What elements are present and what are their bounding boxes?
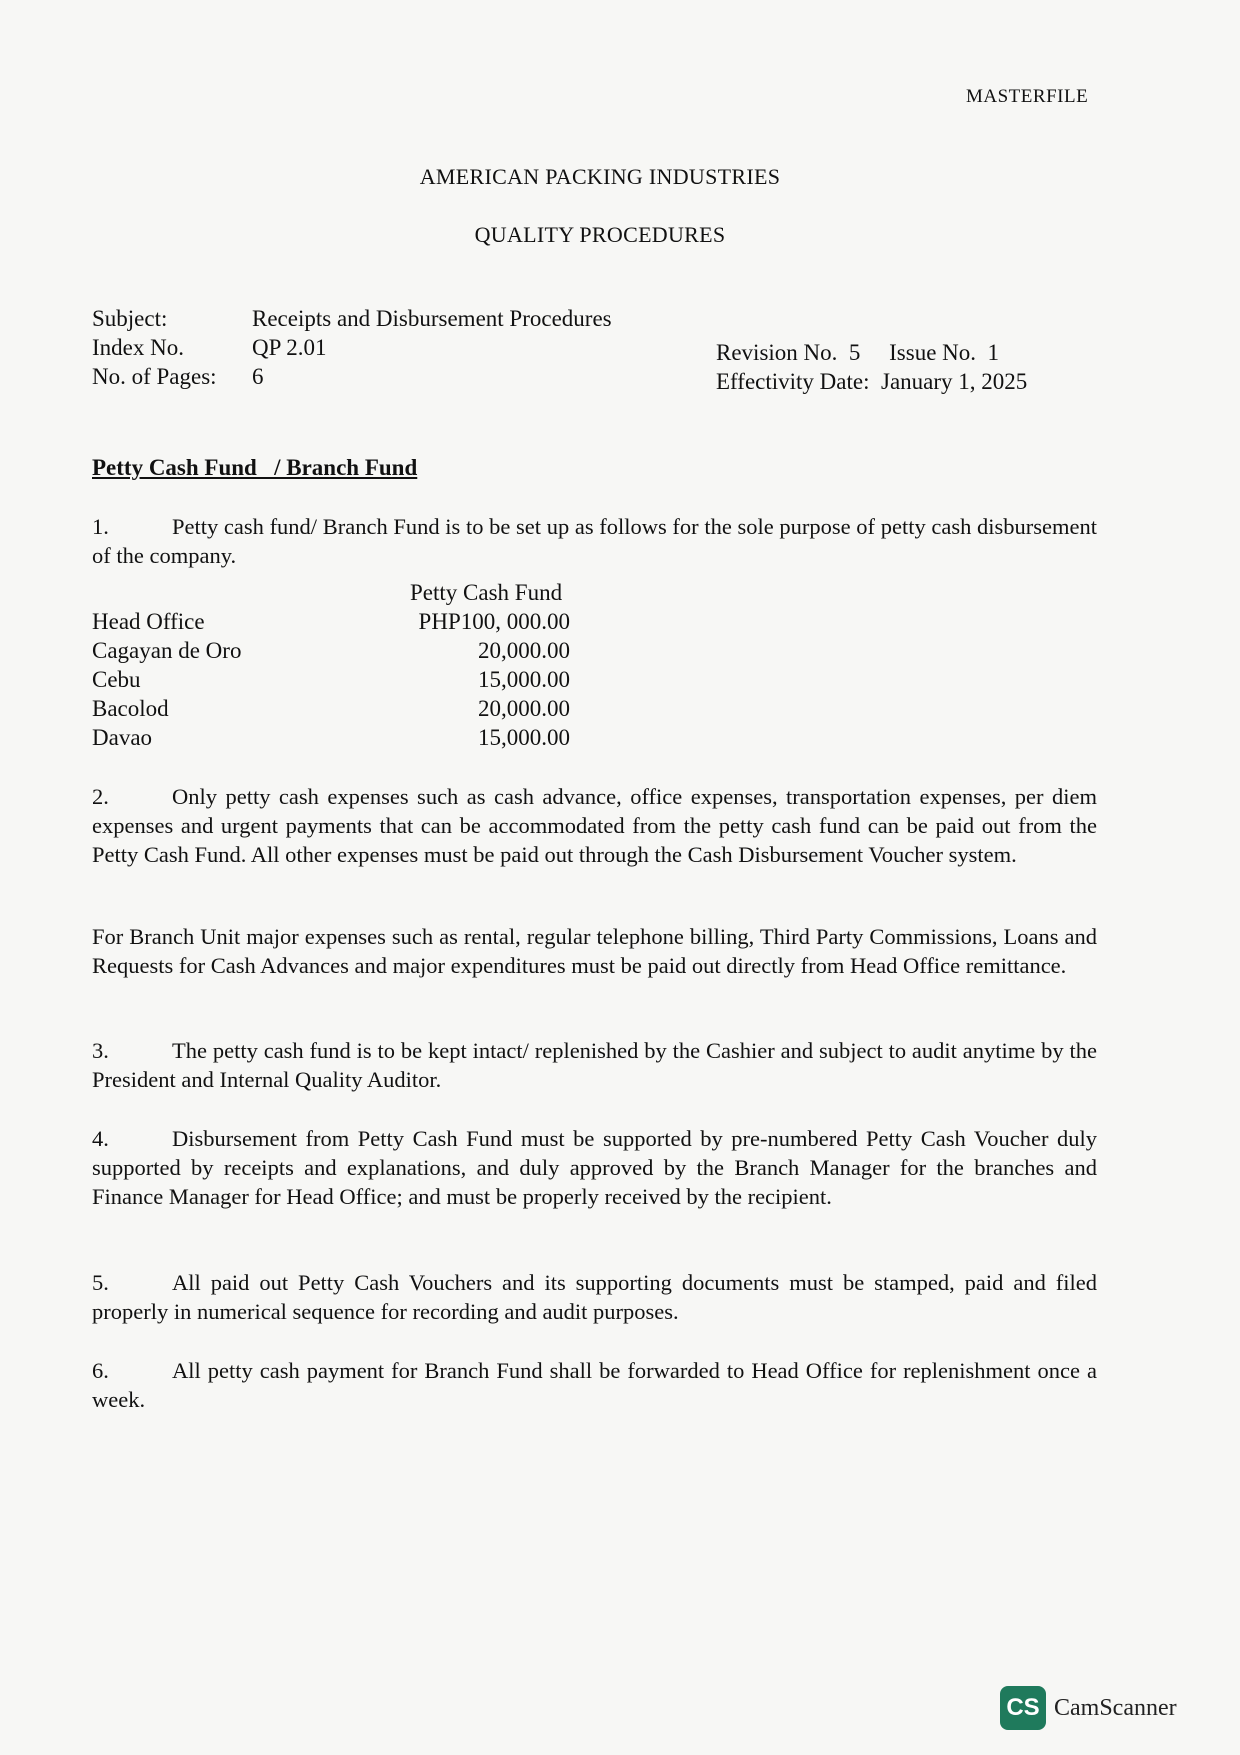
subject-row <box>92 304 612 333</box>
revision-meta <box>716 338 1027 396</box>
procedure-item-2 <box>92 782 1097 869</box>
revision-issue: Revision No. 5 Issue No. 1 <box>716 340 1000 365</box>
procedure-item-3 <box>92 1036 1097 1094</box>
fund-amount: PHP100, 000.00 <box>418 609 570 634</box>
item-text: All paid out Petty Cash Vouchers and its supporting documents must be stamped, paid and filed properly in numerical sequence for recording and audit purposes. <box>92 1270 1097 1324</box>
item-number: 1. <box>92 514 109 539</box>
item-number: 3. <box>92 1038 109 1063</box>
fund-location: Davao <box>92 725 153 750</box>
pages-label: No. of Pages: <box>92 364 217 389</box>
masterfile-label: MASTERFILE <box>966 86 1089 107</box>
item-number: 5. <box>92 1270 109 1295</box>
section-title: Petty Cash Fund / Branch Fund <box>92 455 418 480</box>
fund-location: Cagayan de Oro <box>92 638 242 663</box>
camscanner-label: CamScanner <box>1054 1694 1177 1721</box>
fund-amount: 20,000.00 <box>478 638 570 663</box>
fund-amount: 15,000.00 <box>478 725 570 750</box>
camscanner-logo-icon: CS <box>1000 1686 1046 1730</box>
item-text: For Branch Unit major expenses such as rental, regular telephone billing, Third Party Commissions, Loans and Requests for Cash Advances and major expenditures must be paid out directly from Head Office remittance. <box>92 924 1097 978</box>
item-number: 2. <box>92 784 109 809</box>
index-label: Index No. <box>92 335 184 360</box>
item-text: Disbursement from Petty Cash Fund must be supported by pre-numbered Petty Cash Voucher duly supported by receipts and explanations, and duly approved by the Branch Manager for the branches and Finance Manager for Head Office; and must be properly received by the recipient. <box>92 1126 1097 1209</box>
fund-amount: 15,000.00 <box>478 667 570 692</box>
procedure-item-5 <box>92 1268 1097 1326</box>
item-text: Petty cash fund/ Branch Fund is to be set up as follows for the sole purpose of petty cash disbursement of the company. <box>92 514 1097 568</box>
item-text: All petty cash payment for Branch Fund shall be forwarded to Head Office for replenishment once a week. <box>92 1358 1097 1412</box>
subject-label: Subject: <box>92 306 168 331</box>
item-number: 4. <box>92 1126 109 1151</box>
branch-unit-paragraph <box>92 922 1097 980</box>
fund-location: Cebu <box>92 667 141 692</box>
procedure-item-6 <box>92 1356 1097 1414</box>
item-text: Only petty cash expenses such as cash advance, office expenses, transportation expenses, per diem expenses and urgent payments that can be accommodated from the petty cash fund can be paid out from the Petty Cash Fund. All other expenses must be paid out through the Cash Disbursement Voucher system. <box>92 784 1097 867</box>
company-name: AMERICAN PACKING INDUSTRIES <box>419 164 781 189</box>
index-value: QP 2.01 <box>252 335 327 360</box>
fund-location: Head Office <box>92 609 205 634</box>
document-meta <box>92 304 612 391</box>
procedure-item-4 <box>92 1124 1097 1211</box>
procedure-item-1 <box>92 512 1097 570</box>
subject-value: Receipts and Disbursement Procedures <box>252 306 612 331</box>
item-number: 6. <box>92 1358 109 1383</box>
effectivity-date: Effectivity Date: January 1, 2025 <box>716 369 1028 394</box>
index-row <box>92 333 612 362</box>
fund-column-header: Petty Cash Fund <box>410 580 563 605</box>
fund-location: Bacolod <box>92 696 169 721</box>
item-text: The petty cash fund is to be kept intact/ replenished by the Cashier and subject to audit anytime by the President and Internal Quality Auditor. <box>92 1038 1097 1092</box>
pages-row <box>92 362 612 391</box>
document-type: QUALITY PROCEDURES <box>474 222 726 247</box>
camscanner-watermark <box>1000 1686 1177 1730</box>
fund-amount: 20,000.00 <box>478 696 570 721</box>
pages-value: 6 <box>252 364 264 389</box>
